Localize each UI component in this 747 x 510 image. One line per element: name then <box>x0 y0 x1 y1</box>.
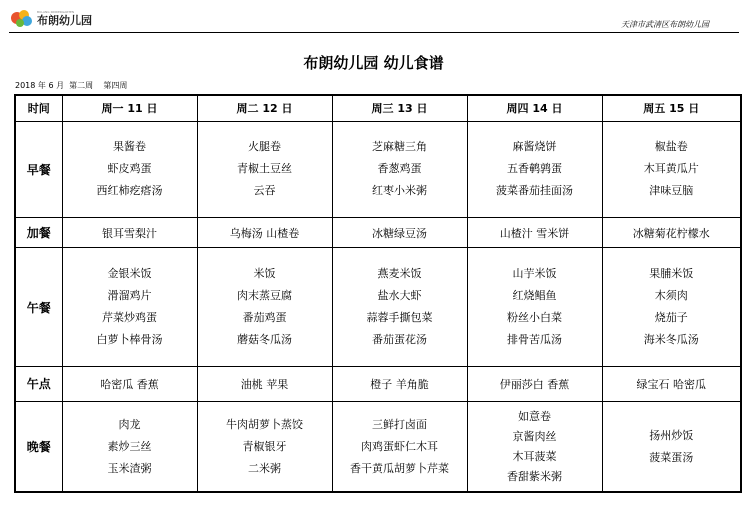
dish: 番茄蛋花汤 <box>372 333 427 347</box>
dish: 米饭 <box>253 267 276 281</box>
dish: 三鲜打卤面 <box>372 417 427 431</box>
dish: 香葱鸡蛋 <box>377 162 422 176</box>
dish: 菠菜蛋汤 <box>649 450 694 464</box>
dish: 山芋米饭 <box>512 267 557 281</box>
menu-cell: 山楂汁 雪米饼 <box>467 218 602 248</box>
day-header-fri: 周五 15 日 <box>602 95 741 121</box>
dish: 菠菜番茄挂面汤 <box>496 184 573 198</box>
dish: 排骨苦瓜汤 <box>507 333 562 347</box>
menu-cell: 橙子 羊角脆 <box>332 366 467 401</box>
dish: 素炒三丝 <box>107 439 152 453</box>
menu-cell: 乌梅汤 山楂卷 <box>197 218 332 248</box>
menu-cell: 冰糖菊花柠檬水 <box>602 218 741 248</box>
dish: 海米冬瓜汤 <box>643 333 699 347</box>
dish: 白萝卜棒骨汤 <box>96 333 163 347</box>
dish: 肉龙 <box>118 417 141 431</box>
meal-row <box>15 248 741 367</box>
dish: 火腿卷 <box>248 140 281 154</box>
logo-chinese-text: 布朗幼儿园 <box>37 13 92 27</box>
menu-cell: 油桃 苹果 <box>197 366 332 401</box>
dish: 蒜蓉手撕包菜 <box>366 311 433 325</box>
menu-cell <box>602 121 741 217</box>
menu-cell <box>197 248 332 367</box>
dish: 肉末蒸豆腐 <box>237 289 292 303</box>
dish: 肉鸡蛋虾仁木耳 <box>361 439 438 453</box>
dish: 五香鹌鹑蛋 <box>507 162 562 176</box>
meal-label: 加餐 <box>15 218 62 248</box>
menu-cell <box>602 248 741 367</box>
dish: 椒盐卷 <box>654 140 688 154</box>
dish: 麻酱烧饼 <box>512 140 557 154</box>
logo <box>9 8 92 28</box>
meal-row <box>15 402 741 492</box>
dish: 青椒银牙 <box>242 439 287 453</box>
dish: 芝麻糖三角 <box>372 140 427 154</box>
dish: 红烧鲳鱼 <box>512 289 557 303</box>
menu-cell <box>602 402 741 492</box>
dish: 玉米渣粥 <box>107 461 152 475</box>
school-name-header: 天津市武清区布朗幼儿园 <box>621 20 709 29</box>
menu-cell <box>467 402 602 492</box>
menu-cell <box>197 402 332 492</box>
dish: 津味豆脑 <box>649 184 694 198</box>
menu-cell: 哈密瓜 香蕉 <box>62 366 197 401</box>
menu-cell <box>332 121 467 217</box>
page-title: 布朗幼儿园 幼儿食谱 <box>303 54 444 72</box>
menu-cell <box>62 121 197 217</box>
dish: 香甜紫米粥 <box>507 469 562 483</box>
dish: 木须肉 <box>654 289 688 303</box>
menu-cell: 绿宝石 哈密瓜 <box>602 366 741 401</box>
logo-mark-icon <box>9 8 35 28</box>
header-divider <box>9 32 739 33</box>
menu-cell <box>62 402 197 492</box>
day-header-mon: 周一 11 日 <box>62 95 197 121</box>
dish: 金银米饭 <box>107 267 152 281</box>
menu-cell <box>62 248 197 367</box>
dish: 烧茄子 <box>654 311 688 325</box>
day-header-tue: 周二 12 日 <box>197 95 332 121</box>
menu-cell <box>467 248 602 367</box>
menu-cell: 银耳雪梨汁 <box>62 218 197 248</box>
menu-cell: 冰糖绿豆汤 <box>332 218 467 248</box>
dish: 芹菜炒鸡蛋 <box>102 311 157 325</box>
menu-cell <box>332 248 467 367</box>
dish: 粉丝小白菜 <box>507 311 562 325</box>
menu-cell <box>332 402 467 492</box>
dish: 果脯米饭 <box>649 267 694 281</box>
menu-table <box>14 94 742 493</box>
corner-cell: 时间 <box>15 95 62 121</box>
menu-cell <box>467 121 602 217</box>
meal-label: 午餐 <box>15 248 62 367</box>
dish: 西红柿疙瘩汤 <box>96 184 163 198</box>
dish: 滑溜鸡片 <box>107 289 152 303</box>
day-header-thu: 周四 14 日 <box>467 95 602 121</box>
meal-label: 晚餐 <box>15 402 62 492</box>
meal-label: 早餐 <box>15 121 62 217</box>
date-line: 2018 年 6 月 第二周 第四周 <box>15 81 128 90</box>
dish: 木耳菠菜 <box>512 449 557 463</box>
dish: 蘑菇冬瓜汤 <box>237 333 292 347</box>
dish: 燕麦米饭 <box>377 267 422 281</box>
meal-row <box>15 218 741 248</box>
header-row <box>15 95 741 121</box>
day-header-wed: 周三 13 日 <box>332 95 467 121</box>
dish: 香干黄瓜胡萝卜芹菜 <box>350 461 449 475</box>
dish: 青椒土豆丝 <box>237 162 292 176</box>
meal-label: 午点 <box>15 366 62 401</box>
dish: 扬州炒饭 <box>649 428 694 442</box>
dish: 虾皮鸡蛋 <box>107 162 152 176</box>
dish: 二米粥 <box>248 461 281 475</box>
dish: 盐水大虾 <box>377 289 422 303</box>
dish: 京酱肉丝 <box>512 429 557 443</box>
dish: 红枣小米粥 <box>372 184 427 198</box>
meal-row <box>15 366 741 401</box>
dish: 果酱卷 <box>113 140 146 154</box>
logo-english-text: BULANG KINDERGARTEN <box>37 9 75 14</box>
meal-row <box>15 121 741 217</box>
dish: 番茄鸡蛋 <box>242 311 287 325</box>
dish: 牛肉胡萝卜蒸饺 <box>226 417 303 431</box>
dish: 如意卷 <box>518 409 551 423</box>
dish: 云吞 <box>253 184 276 198</box>
menu-cell: 伊丽莎白 香蕉 <box>467 366 602 401</box>
dish: 木耳黄瓜片 <box>643 162 699 176</box>
menu-cell <box>197 121 332 217</box>
